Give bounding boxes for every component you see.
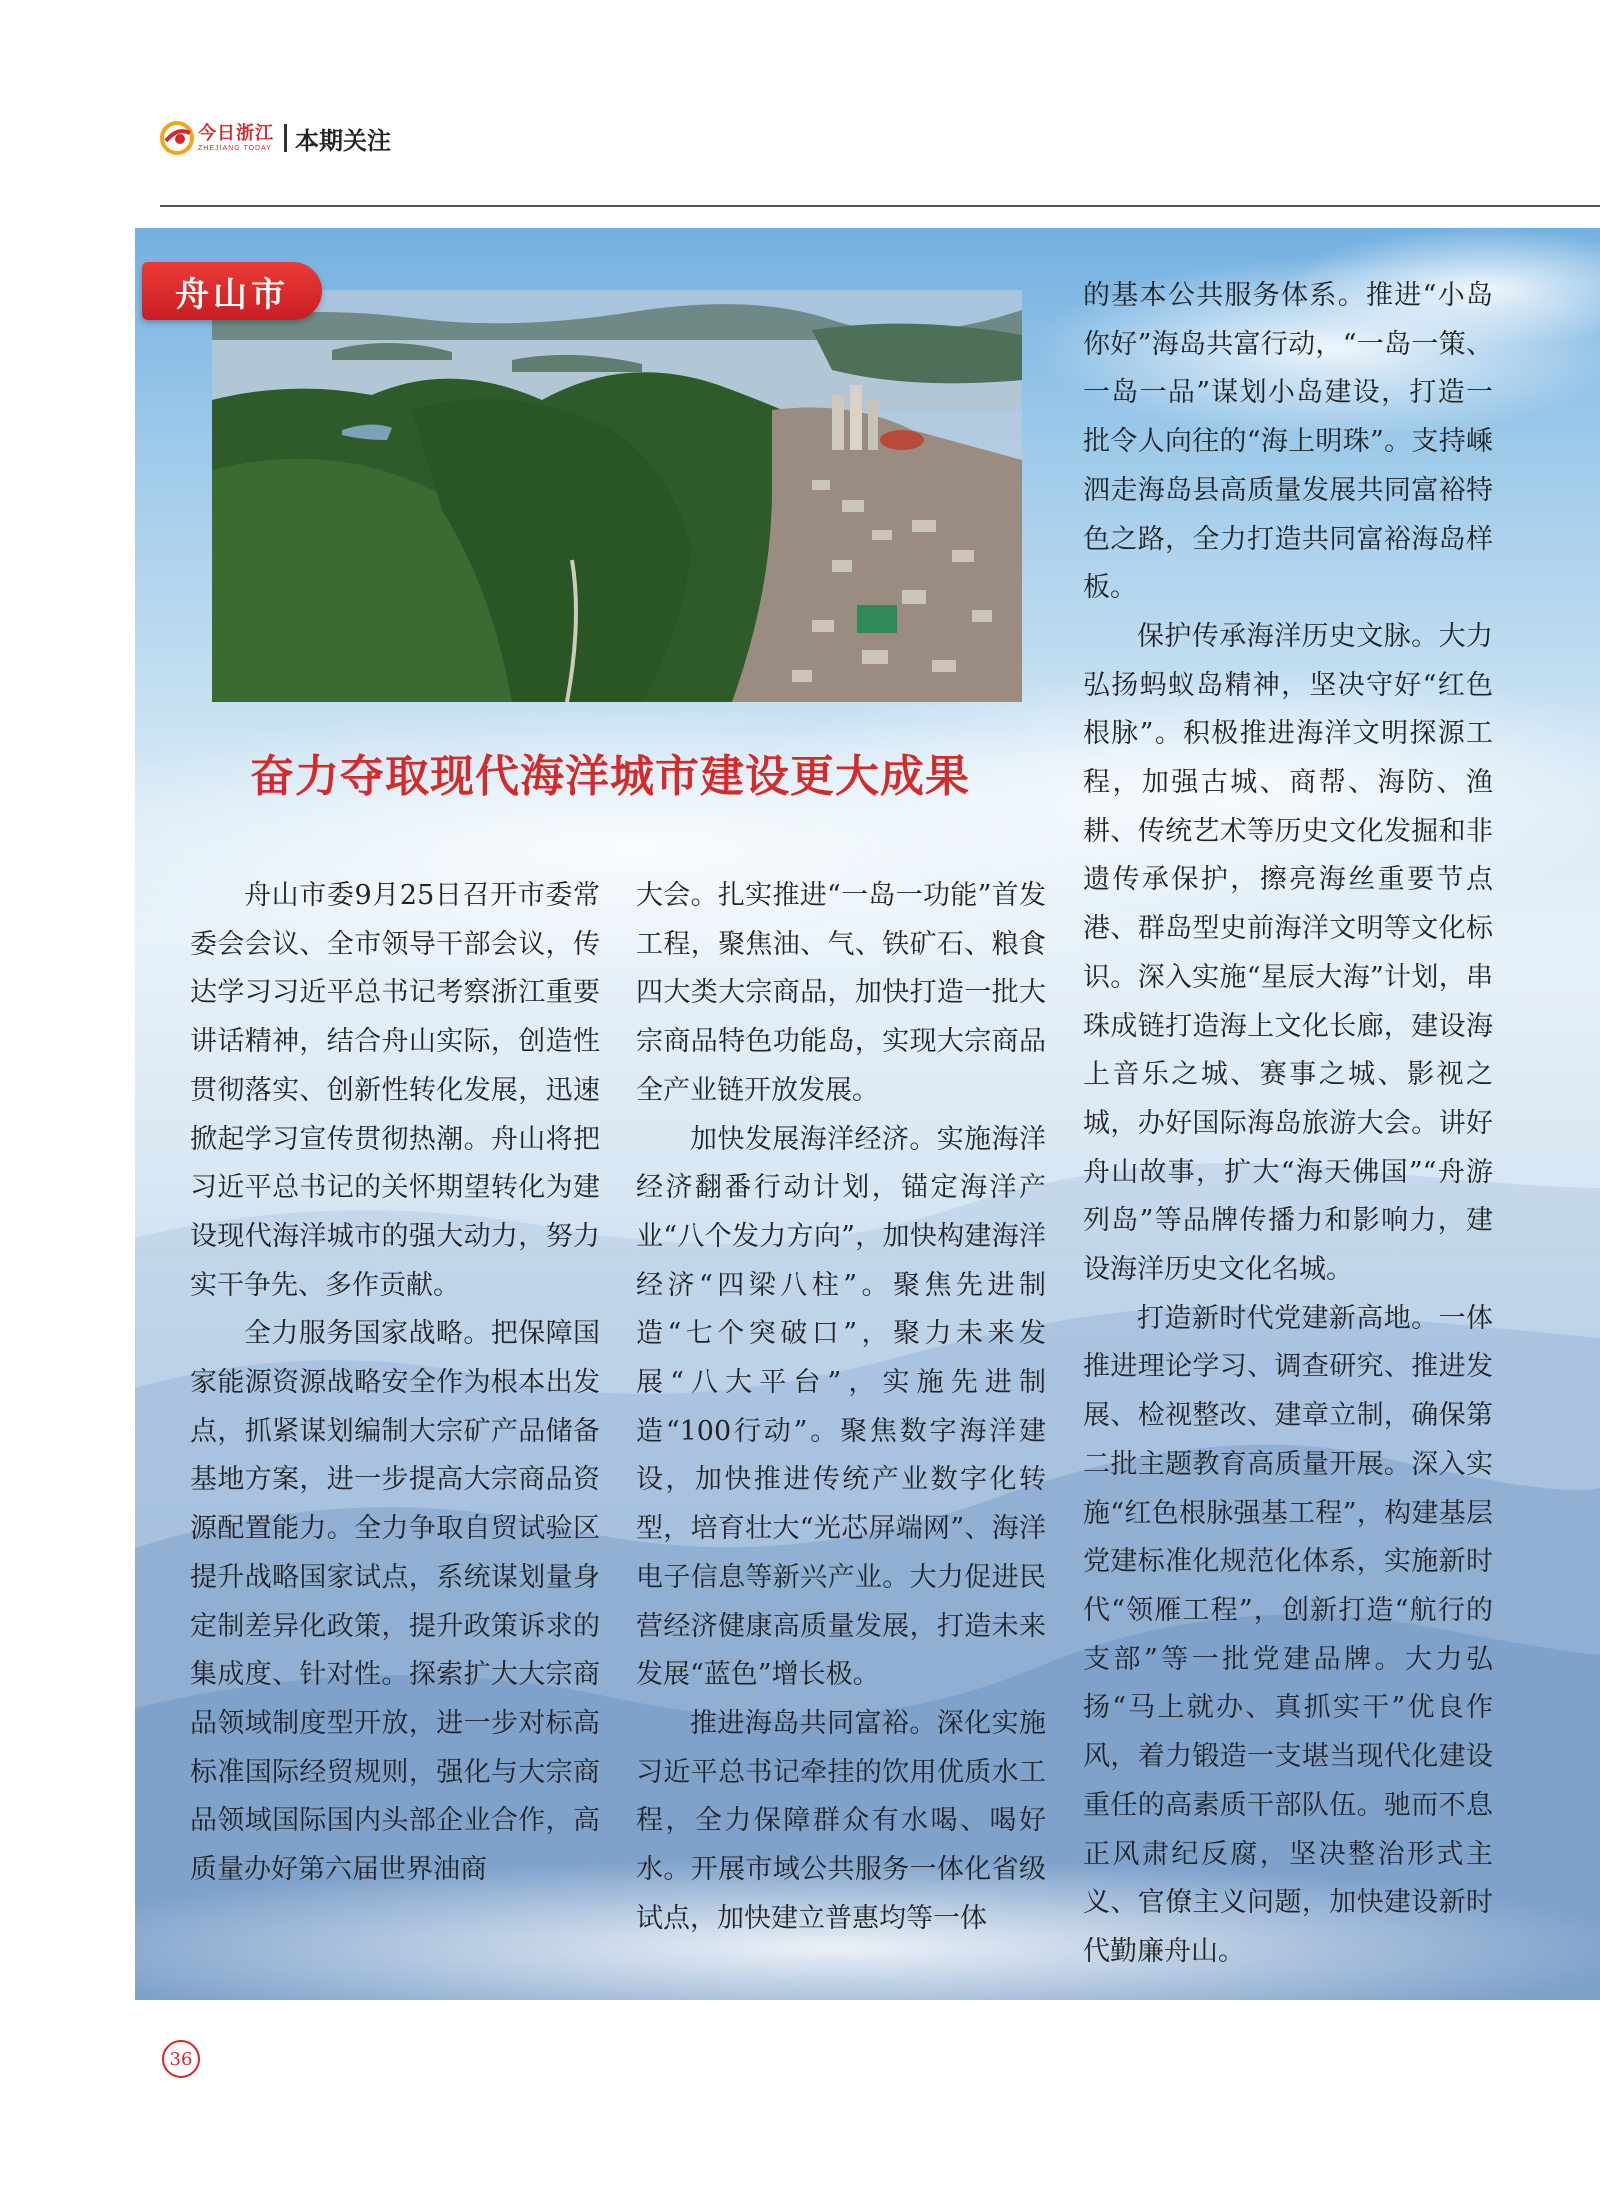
city-tag (142, 262, 322, 320)
article-column-2 (636, 872, 1046, 1943)
zhejiang-today-logo-icon (160, 121, 194, 155)
aerial-photo (212, 290, 1022, 702)
logo-english: ZHEJIANG TODAY (198, 144, 272, 152)
paragraph: 打造新时代党建新高地。一体推进理论学习、调查研究、推进发展、检视整改、建章立制，确保第二批主题教育高质量开展。深入实施“红色根脉强基工程”，构建基层党建标准化规范化体系，实施新时代“领雁工程”，创新打造“航行的支部”等一批党建品牌。大力弘扬“马上就办、真抓实干”优良作风，着力锻造一支堪当现代化建设重任的高素质干部队伍。驰而不息正风肃纪反腐，坚决整治形式主义、官僚主义问题，加快建设新时代勤廉舟山。 (1083, 1302, 1493, 1967)
section-title: 本期关注 (295, 126, 391, 155)
header-rule (160, 205, 1600, 207)
paragraph: 大会。扎实推进“一岛一功能”首发工程，聚焦油、气、铁矿石、粮食四大类大宗商品，加快打造一批大宗商品特色功能岛，实现大宗商品全产业链开放发展。 (636, 880, 1046, 1106)
logo-chinese: 今日浙江 (198, 122, 274, 144)
masthead (160, 118, 391, 158)
paragraph: 保护传承海洋历史文脉。大力弘扬蚂蚁岛精神，坚决守好“红色根脉”。积极推进海洋文明探源工程，加强古城、商帮、海防、渔耕、传统艺术等历史文化发掘和非遗传承保护，擦亮海丝重要节点港、群岛型史前海洋文明等文化标识。深入实施“星辰大海”计划，串珠成链打造海上文化长廊，建设海上音乐之城、赛事之城、影视之城，办好国际海岛旅游大会。讲好舟山故事，扩大“海天佛国”“舟游列岛”等品牌传播力和影响力，建设海洋历史文化名城。 (1083, 620, 1493, 1286)
article-headline: 奋力夺取现代海洋城市建设更大成果 (250, 751, 970, 802)
city-tag-label: 舟山市 (175, 274, 289, 315)
article-column-1 (190, 872, 600, 1895)
article-column-3 (1083, 272, 1493, 1977)
logo-wordmark (198, 122, 274, 152)
paragraph: 加快发展海洋经济。实施海洋经济翻番行动计划，锚定海洋产业“八个发力方向”，加快构建海洋经济“四梁八柱”。聚焦先进制造“七个突破口”，聚力未来发展“八大平台”，实施先进制造“100行动”。聚焦数字海洋建设，加快推进传统产业数字化转型，培育壮大“光芯屏端网”、海洋电子信息等新兴产业。大力促进民营经济健康高质量发展，打造未来发展“蓝色”增长极。 (636, 1123, 1046, 1691)
header-divider (284, 124, 287, 152)
paragraph: 推进海岛共同富裕。深化实施习近平总书记牵挂的饮用优质水工程，全力保障群众有水喝、喝好水。开展市域公共服务一体化省级试点，加快建立普惠均等一体 (636, 1707, 1046, 1934)
paragraph: 的基本公共服务体系。推进“小岛你好”海岛共富行动，“一岛一策、一岛一品”谋划小岛建设，打造一批令人向往的“海上明珠”。支持嵊泗走海岛县高质量发展共同富裕特色之路，全力打造共同富裕海岛样板。 (1083, 280, 1493, 604)
paragraph: 舟山市委9月25日召开市委常委会会议、全市领导干部会议，传达学习习近平总书记考察浙江重要讲话精神，结合舟山实际，创造性贯彻落实、创新性转化发展，迅速掀起学习宣传贯彻热潮。舟山将把习近平总书记的关怀期望转化为建设现代海洋城市的强大动力，努力实干争先、多作贡献。 (190, 880, 600, 1301)
paragraph: 全力服务国家战略。把保障国家能源资源战略安全作为根本出发点，抓紧谋划编制大宗矿产品储备基地方案，进一步提高大宗商品资源配置能力。全力争取自贸试验区提升战略国家试点，系统谋划量身定制差异化政策，提升政策诉求的集成度、针对性。探索扩大大宗商品领域制度型开放，进一步对标高标准国际经贸规则，强化与大宗商品领域国际国内头部企业合作，高质量办好第六届世界油商 (190, 1318, 600, 1886)
page-number: 36 (162, 2040, 200, 2078)
